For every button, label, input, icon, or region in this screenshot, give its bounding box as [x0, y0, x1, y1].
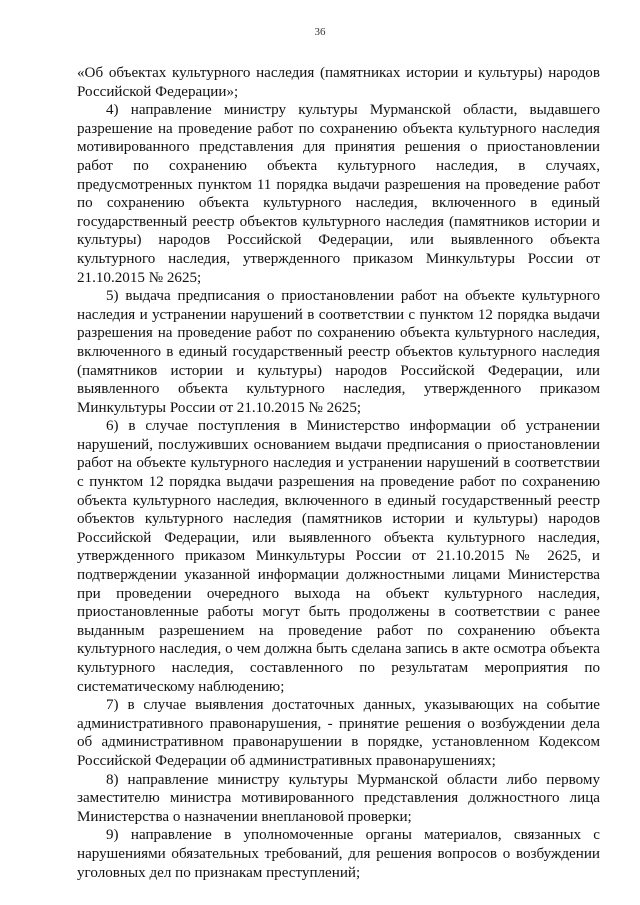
document-body — [77, 64, 600, 882]
paragraph-continuation: «Об объектах культурного наследия (памятниках истории и культуры) народов Российской Федерации»; — [77, 65, 600, 100]
paragraph-item-5: 5) выдача предписания о приостановлении работ на объекте культурного наследия и устранении нарушений в соответствии с пунктом 12 порядка выдачи разрешения на проведение работ по сохранению объекта культурного наследия, включенного в единый государственный реестр объектов культурного наследия (памятников истории и культуры) народов Российской Федерации, или выявленного объекта культурного наследия, утвержденного приказом Минкультуры России от 21.10.2015 № 2625; — [77, 288, 600, 416]
paragraph-item-4: 4) направление министру культуры Мурманской области, выдавшего разрешение на проведение работ по сохранению объекта культурного наследия мотивированного представления для принятия решения о приостановлении работ по сохранению объекта культурного наследия, в случаях, предусмотренных пунктом 11 порядка выдачи разрешения на проведение работ по сохранению объекта культурного наследия, включенного в единый государственный реестр объектов культурного наследия (памятников истории и культуры) народов Российской Федерации, или выявленного объекта культурного наследия, утвержденного приказом Минкультуры России от 21.10.2015 № 2625; — [77, 102, 600, 286]
paragraph-item-7: 7) в случае выявления достаточных данных, указывающих на событие административного правонарушения, - принятие решения о возбуждении дела об административном правонарушении в порядке, установленном Кодексом Российской Федерации об административных правонарушениях; — [77, 697, 600, 769]
paragraph-item-6: 6) в случае поступления в Министерство информации об устранении нарушений, послуживших основанием выдачи предписания о приостановлении работ на объекте культурного наследия и устранении нарушений в соответствии с пунктом 12 порядка выдачи разрешения на проведение работ по сохранению объекта культурного наследия, включенного в единый государственный реестр объектов культурного наследия (памятников истории и культуры) народов Российской Федерации, или выявленного объекта культурного наследия, утвержденного приказом Минкультуры России от 21.10.2015 № 2625, и подтверждении указанной информации должностными лицами Министерства при проведении очередного выхода на объект культурного наследия, приостановленные работы могут быть продолжены в соответствии с ранее выданным разрешением на проведение работ по сохранению объекта культурного наследия, о чем должна быть сделана запись в акте осмотра объекта культурного наследия, составленного по результатам мероприятия по систематическому наблюдению; — [77, 418, 600, 695]
page-number: 36 — [314, 26, 326, 38]
paragraph-item-9: 9) направление в уполномоченные органы материалов, связанных с нарушениями обязательных требований, для решения вопросов о возбуждении уголовных дел по признакам преступлений; — [77, 827, 600, 881]
paragraph-item-8: 8) направление министру культуры Мурманской области либо первому заместителю министра мотивированного представления должностного лица Министерства о назначении внеплановой проверки; — [77, 771, 600, 825]
